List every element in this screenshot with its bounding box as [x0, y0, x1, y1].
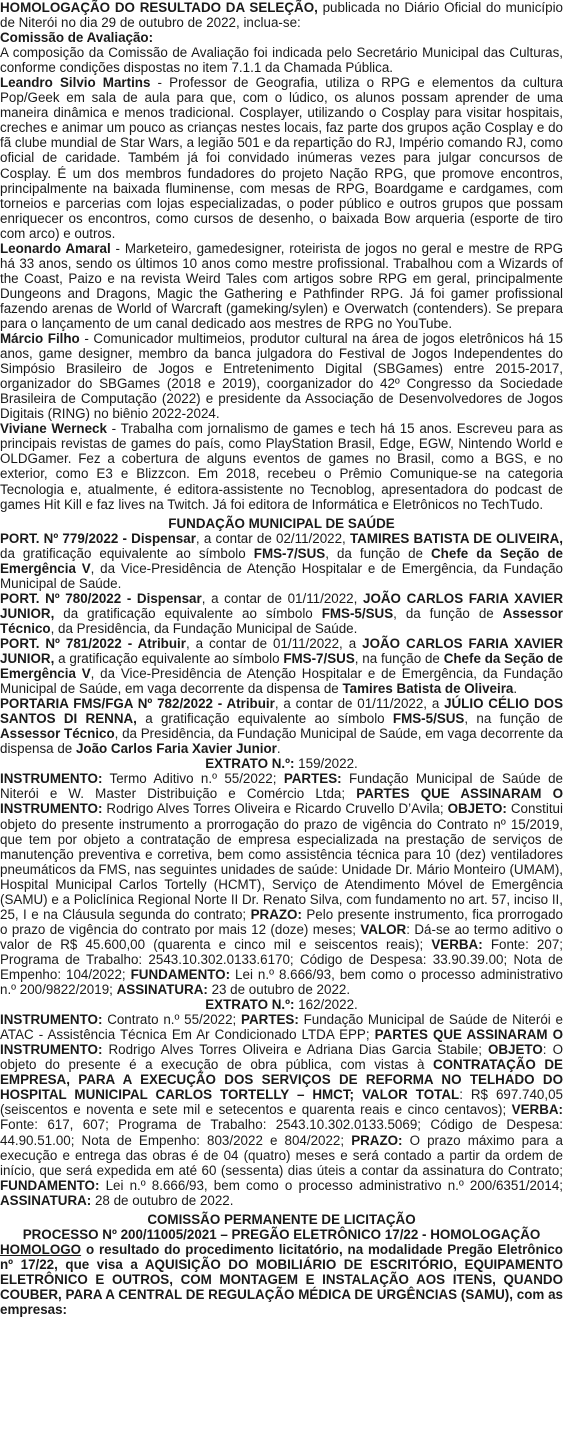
text-run: . [513, 681, 518, 697]
text-run: Fonte: 617, 607; Programa de Trabalho: 2543.10.302.0133.5069; Código de Despesa: 44.90.51.00; Nota de Empenho: 803/2022 e 804/2022; [0, 1117, 563, 1148]
bold-text-run: Chefe da Seção de Emergência V [0, 651, 563, 682]
bold-text-run: PRAZO: [250, 906, 302, 922]
section-heading [0, 997, 563, 1012]
text-run: : R$ 697.740,05 (seiscentos e noventa e sete mil e setecentos e quarenta reais e cinco centavos); [0, 1087, 563, 1118]
text-run: : O objeto do presente é a execução de obra pública, com vistas à [0, 1042, 563, 1073]
text-run: Fundação Municipal de Saúde de Niterói e ATAC - Assistência Técnica Em Ar Condicionado LTDA EPP; [0, 1012, 563, 1043]
bold-text-run: FUNDAMENTO: [130, 967, 231, 982]
bold-text-run: EXTRATO N.º: [205, 997, 295, 1013]
paragraph [0, 241, 563, 331]
bold-text-run: HOMOLOGO [0, 1241, 82, 1257]
bold-text-run: VERBA: [431, 936, 483, 952]
text-run: Rodrigo Alves Torres Oliveira e Adriana Dias Garcia Stabile; [102, 1042, 488, 1058]
text-run: 28 de outubro de 2022. [91, 1192, 234, 1208]
text-run: , da Vice-Presidência de Atenção Hospitalar e de Emergência, da Fundação Municipal de Saúde. [0, 560, 563, 591]
bold-text-run: INSTRUMENTO: [0, 1012, 103, 1028]
section-heading [0, 756, 563, 771]
text-run: Termo Aditivo n.º 55/2022; [102, 771, 284, 787]
bold-text-run: VALOR [360, 921, 407, 937]
text-run: da gratificação equivalente ao símbolo [0, 545, 254, 561]
bold-text-run: PARTES: [283, 771, 342, 787]
bold-text-run: Viviane Werneck [0, 421, 107, 437]
bold-text-run: HOMOLOGAÇÃO DO RESULTADO DA SELEÇÃO, [0, 0, 318, 15]
text-run: , a contar de 01/11/2022, a [185, 635, 363, 651]
bold-text-run: João Carlos Faria Xavier Junior [75, 741, 277, 757]
text-run: da gratificação equivalente ao símbolo [54, 605, 322, 621]
paragraph [0, 771, 563, 997]
text-run: publicada no Diário Oficial do município de Niterói no dia 29 de outubro de 2022, inclua-se: [0, 0, 563, 31]
text-run: , na função de [354, 651, 444, 667]
text-run: Contrato n.º 55/2022; [102, 1012, 242, 1028]
bold-text-run: FMS-5/SUS [321, 605, 394, 621]
bold-text-run: FMS-7/SUS [253, 545, 326, 561]
bold-text-run: Chefe da Seção de Emergência V [0, 545, 563, 576]
paragraph [0, 75, 563, 241]
text-run: a gratificação equivalente ao símbolo [54, 651, 284, 667]
text-run: - Professor de Geografia, utiliza o RPG e elementos da cultura Pop/Geek em sala de aula para que, com o lúdico, os alunos possam aprender de uma maneira dinâmica e menos tradicional. Cosplayer, utilizando o Cosplay para visitar hospitais, creches e animar um pouco as crianças nestes locais, faz parte dos grupos ação Cosplay e do fã clube mundial de Star Wars, a legião 501 e da repartição do RJ, Império comando RJ, como oficial de caridade. Também já foi convidado inúmeras vezes para julgar concursos de Cosplay. É um dos membros fundadores do projeto Nação RPG, que promove encontros, principalmente na baixada fluminense, com mesas de RPG, Boardgame e cardgames, com torneios e parcerias com lojas especializadas, o poder público e outros grupos que possam enriquecer os encontros, como cursos de desenho, o baixada Bow arqueria (esporte de tiro com arco) e outros. [0, 75, 563, 241]
bold-text-run: PRAZO: [351, 1132, 403, 1148]
bold-text-run: PROCESSO Nº 200/11005/2021 – PREGÃO ELETRÔNICO 17/22 - HOMOLOGAÇÃO [22, 1226, 541, 1242]
text-run: Pelo presente instrumento, fica prorrogado o prazo de vigência do contrato por mais 12 (doze) meses; [0, 906, 563, 937]
paragraph [0, 331, 563, 421]
text-run: a gratificação equivalente ao símbolo [136, 711, 393, 727]
bold-text-run: EXTRATO N.º: [205, 756, 295, 772]
text-run: , da Vice-Presidência de Atenção Hospitalar e de Emergência, da Fundação Municipal de Saúde, em vaga decorrente da dispensa de [0, 666, 563, 697]
text-run: , na função de [464, 711, 563, 727]
bold-text-run: FUNDAÇÃO MUNICIPAL DE SAÚDE [168, 515, 395, 531]
text-run: A composição da Comissão de Avaliação foi indicada pelo Secretário Municipal das Culturas, conforme condições dispostas no item 7.1.1 da Chamada Pública. [0, 45, 563, 76]
bold-text-run: PARTES QUE ASSINARAM O INSTRUMENTO: [0, 786, 563, 817]
bold-text-run: JÚLIO CÉLIO DOS SANTOS DI RENNA, [0, 696, 563, 727]
bold-text-run: FUNDAMENTO: [0, 1177, 100, 1193]
text-run: Lei n.º 8.666/93, bem como o processo administrativo n.º 200/9822/2019; [0, 967, 563, 998]
paragraph [0, 421, 563, 511]
text-run: : Dá-se ao termo aditivo o valor de R$ 45.600,00 (quarenta e cinco mil e seiscentos reais); [0, 921, 563, 952]
bold-text-run: Comissão de Avaliação: [0, 30, 154, 46]
paragraph [0, 1012, 563, 1208]
paragraph [0, 636, 563, 696]
paragraph [0, 0, 563, 30]
bold-text-run: Assessor Técnico [0, 726, 115, 742]
text-run: 159/2022. [294, 756, 358, 772]
text-run: Fundação Municipal de Saúde de Niterói e W. Master Distribuição e Comércio Ltda; [0, 771, 563, 802]
text-run: , da Presidência, da Fundação Municipal de Saúde, em vaga decorrente da dispensa de [0, 726, 563, 757]
text-run: , a contar de 01/11/2022, a [274, 696, 445, 712]
text-run: , a contar de 02/11/2022, [195, 530, 350, 546]
paragraph [0, 1242, 563, 1317]
bold-text-run: JOÃO CARLOS FARIA XAVIER JUNIOR, [0, 635, 563, 667]
paragraph [0, 591, 563, 636]
text-run: Lei n.º 8.666/93, bem como o processo administrativo n.º 200/6351/2014; [99, 1177, 563, 1193]
text-run: , a contar de 01/11/2022, [201, 590, 363, 606]
bold-text-run: PARTES QUE ASSINARAM O INSTRUMENTO: [0, 1027, 563, 1058]
bold-text-run: CONTRATAÇÃO DE EMPRESA, PARA A EXECUÇÃO DOS SERVIÇOS DE REFORMA NO TELHADO DO HOSPITAL MUNICIPAL CARLOS TORTELLY – HMCT; VALOR TOTAL [0, 1057, 563, 1103]
bold-text-run: Leandro Silvio Martins [0, 75, 151, 91]
text-run: Constitui objeto do presente instrumento a prorrogação do prazo de vigência do Contrato nº 15/2019, que tem por objeto a contratação de empresa especializada na prestação de serviços de manutenção preventiva e corretiva, bem como assistência técnica para 10 (dez) ventiladores pneumáticos da FMS, nas seguintes unidades de saúde: Unidade Dr. Mário Monteiro (UMAM), Hospital Municipal Carlos Tortelly (HCMT), Serviço de Atendimento Móvel de Emergência (SAMU) e a Policlínica Regional Norte II Dr. Renato Silva, com fundamento no art. 57, inciso II, 25, I e na Cláusula segunda do contrato; [0, 801, 563, 922]
bold-text-run: OBJETO: [447, 801, 507, 817]
text-run: , da função de [325, 545, 432, 561]
section-heading [0, 1212, 563, 1227]
bold-text-run: PORT. Nº 780/2022 - Dispensar [0, 590, 202, 606]
text-run: 23 de outubro de 2022. [207, 982, 351, 998]
bold-text-run: FMS-7/SUS [283, 651, 355, 667]
bold-text-run: FMS-5/SUS [392, 711, 465, 727]
paragraph [0, 30, 563, 45]
bold-text-run: ASSINATURA: [116, 982, 208, 998]
bold-text-run: PARTES: [241, 1012, 299, 1028]
text-run: Rodrigo Alves Torres Oliveira e Ricardo Cruvello D’Avila; [102, 801, 448, 817]
bold-text-run: PORT. Nº 781/2022 - Atribuir [0, 635, 186, 651]
bold-text-run: PORTARIA FMS/FGA Nº 782/2022 - Atribuir [0, 696, 275, 712]
text-run: - Trabalha com jornalismo de games e tech há 15 anos. Escreveu para as principais revistas de games do país, como PlayStation Brasil, Edge, EGW, Nintendo World e OLDGamer. Fez a cobertura de alguns eventos de games no Brasil, como a BGS, e no exterior, como E3 e Blizzcon. Em 2018, recebeu o Prêmio Comunique-se na categoria Tecnologia e, atualmente, é editora-assistente no Tecnoblog, apresentadora do podcast de games Hit Kill e faz lives na Twitch. Já foi editora de Informática e Eletrônicos no TechTudo. [0, 421, 563, 512]
section-heading [0, 1227, 563, 1242]
bold-text-run: INSTRUMENTO: [0, 771, 103, 787]
text-run: . [276, 741, 281, 757]
bold-text-run: o resultado do procedimento licitatório, na modalidade Pregão Eletrônico nº 17/22, que visa a AQUISIÇÃO DO MOBILIÁRIO DE ESCRITÓRIO, EQUIPAMENTO ELETRÔNICO E OUTROS, COM MONTAGEM E INSTALAÇÃO AOS ITENS, QUANDO COUBER, PARA A CENTRAL DE REGULAÇÃO MÉDICA DE URGÊNCIAS (SAMU), com as empresas: [0, 1241, 563, 1318]
bold-text-run: ASSINATURA: [0, 1192, 92, 1208]
bold-text-run: Márcio Filho [0, 331, 80, 347]
text-run: Fonte: 207; Programa de Trabalho: 2543.10.302.0133.6170; Código de Despesa: 33.90.39.00; Nota de Empenho: 104/2022; [0, 936, 563, 982]
bold-text-run: Leonardo Amaral [0, 240, 111, 256]
bold-text-run: COMISSÃO PERMANENTE DE LICITAÇÃO [147, 1211, 416, 1227]
bold-text-run: VERBA: [511, 1102, 563, 1118]
bold-text-run: JOÃO CARLOS FARIA XAVIER JUNIOR, [0, 590, 563, 621]
paragraph [0, 45, 563, 75]
bold-text-run: TAMIRES BATISTA DE OLIVEIRA, [350, 530, 563, 546]
text-run: - Marketeiro, gamedesigner, roteirista de jogos no geral e mestre de RPG há 33 anos, sendo os últimos 10 anos como mestre profissional. Trabalhou com a Wizards of the Coast, Paizo e na revista Weird Tales com artigos sobre RPG em geral, principalmente Dungeons and Dragons, Magic the Gathering e Pathfinder RPG. Já foi gamer profissional fazendo arenas de World of Warcraft (gameking/sylen) e Overwatch (contenders). Se prepara para o lançamento de um canal dedicado aos mestres de RPG no YouTube. [0, 240, 563, 331]
paragraph [0, 696, 563, 756]
bold-text-run: PORT. Nº 779/2022 - Dispensar [0, 530, 196, 546]
section-heading [0, 516, 563, 531]
text-run: , da Presidência, da Fundação Municipal de Saúde. [50, 620, 358, 636]
bold-text-run: OBJETO [487, 1042, 543, 1058]
text-run: - Comunicador multimeios, produtor cultural na área de jogos eletrônicos há 15 anos, game designer, membro da banca julgadora do Festival de Jogos Independentes do Simpósio Brasileiro de Jogos e Entretenimento Digital (SBGames) entre 2015-2017, organizador do SBGames (2018 e 2019), coorganizador do 42º Congresso da Sociedade Brasileira de Computação (2022) e presidente da Associação de Desenvolvedores de Jogos Digitais (RING) no biênio 2022-2024. [0, 331, 563, 422]
bold-text-run: Assessor Técnico [0, 605, 563, 636]
text-run: 162/2022. [294, 997, 358, 1013]
bold-text-run: Tamires Batista de Oliveira [342, 681, 514, 697]
text-run: O prazo máximo para a execução e entrega das obras é de 04 (quatro) meses e será contado a partir da ordem de início, que será expedida em até 60 (sessenta) dias úteis a contar da assinatura do Contrato; [0, 1132, 563, 1178]
text-run: , da função de [393, 605, 503, 621]
paragraph [0, 531, 563, 591]
